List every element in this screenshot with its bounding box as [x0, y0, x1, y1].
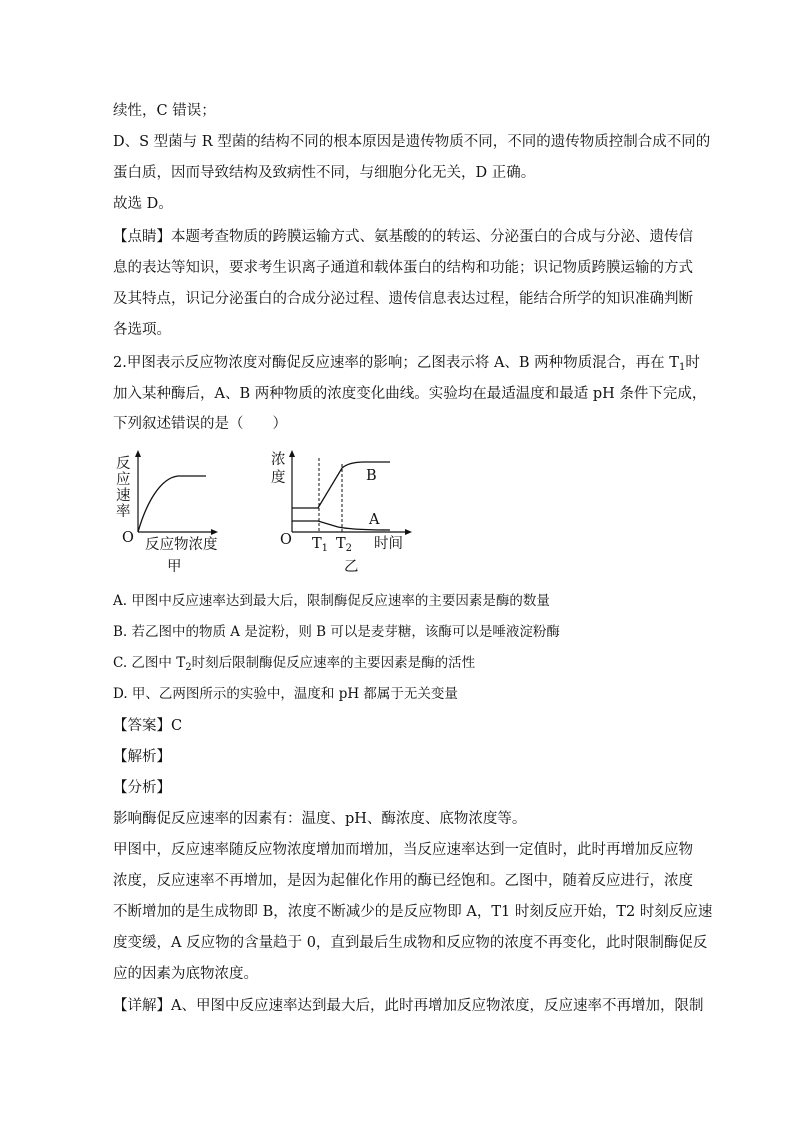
analysis-line: 不断增加的是生成物即 B，浓度不断减少的是反应物即 A，T1 时刻反应开始，T2 时刻反应速	[113, 904, 713, 920]
option-c: C. 乙图中 $T_2$时刻后限制酶促反应速率的主要因素是酶的活性	[113, 655, 476, 673]
x-axis-arrow	[405, 529, 412, 535]
x-axis-arrow	[211, 529, 218, 535]
commentary-line: 各选项。	[113, 322, 171, 338]
option-b: B. 若乙图中的物质 A 是淀粉，则 B 可以是麦芽糖，该酶可以是唾液淀粉酶	[113, 624, 560, 640]
rate-curve	[138, 476, 206, 532]
figure-jia	[110, 448, 220, 578]
origin-label: O	[280, 532, 292, 548]
option-a: A. 甲图中反应速率达到最大后，限制酶促反应速率的主要因素是酶的数量	[113, 593, 550, 609]
analysis-line: 应的因素为底物浓度。	[113, 966, 258, 982]
paragraph-line: 蛋白质，因而导致结构及致病性不同，与细胞分化无关，D 正确。	[113, 165, 536, 181]
y-label-char: 速	[116, 488, 131, 504]
y-label-char: 浓	[271, 452, 286, 468]
commentary-line: 及其特点，识记分泌蛋白的合成分泌过程、遗传信息表达过程，能结合所学的知识准确判断	[113, 291, 693, 307]
analysis-line: 影响酶促反应速率的因素有：温度、pH、酶浓度、底物浓度等。	[113, 811, 527, 827]
analysis-line: 度变缓，A 反应物的含量趋于 0，直到最后生成物和反应物的浓度不再变化，此时限制酶促反	[113, 935, 708, 951]
analysis-line: 浓度，反应速率不再增加，是因为起催化作用的酶已经饱和。乙图中，随着反应进行，浓度	[113, 873, 693, 889]
figure-yi-axes	[268, 448, 418, 578]
analysis-heading: 【解析】	[113, 749, 171, 765]
question-stem-line: 下列叙述错误的是（ ）	[113, 416, 287, 432]
y-label-char: 反	[116, 456, 131, 472]
x-label: 反应物浓度	[145, 537, 218, 553]
origin-label: O	[122, 530, 134, 546]
fenxi-heading: 【分析】	[113, 780, 171, 796]
paragraph-line: 故选 D。	[113, 196, 173, 212]
commentary-line: 【点睛】本题考查物质的跨膜运输方式、氨基酸的的转运、分泌蛋白的合成与分泌、遗传信	[113, 229, 693, 245]
y-label-char: 度	[271, 470, 286, 486]
t1-label: $T_1$	[312, 536, 329, 554]
figure-yi	[268, 448, 418, 578]
commentary-line: 息的表达等知识，要求考生识离子通道和载体蛋白的结构和功能；识记物质跨膜运输的方式	[113, 260, 693, 276]
t2-label: $T_2$	[336, 536, 353, 554]
answer-line: 【答案】C	[113, 718, 183, 734]
question-stem-line: 加入某种酶后，A、B 两种物质的浓度变化曲线。实验均在最适温度和最适 pH 条件下完成，	[113, 386, 707, 402]
detail-line: 【详解】A、甲图中反应速率达到最大后，此时再增加反应物浓度，反应速率不再增加，限制	[113, 998, 704, 1014]
analysis-line: 甲图中，反应速率随反应物浓度增加而增加，当反应速率达到一定值时，此时再增加反应物	[113, 842, 693, 858]
y-label-char: 率	[116, 504, 131, 520]
x-label: 时间	[374, 536, 403, 552]
y-axis-arrow	[135, 450, 141, 457]
paragraph-line: D、S 型菌与 R 型菌的结构不同的根本原因是遗传物质不同，不同的遗传物质控制合成不同的	[113, 134, 711, 150]
figure-caption: 甲	[167, 559, 182, 575]
figure-caption: 乙	[344, 559, 359, 575]
curve-b-label: B	[366, 468, 377, 484]
curve-a-label: A	[369, 512, 380, 528]
option-d: D. 甲、乙两图所示的实验中，温度和 pH 都属于无关变量	[113, 686, 458, 702]
question-stem-line: 2.甲图表示反应物浓度对酶促反应速率的影响；乙图表示将 A、B 两种物质混合，再在 $T_1$时	[113, 355, 700, 373]
y-axis-arrow	[289, 450, 295, 457]
y-label-char: 应	[116, 472, 131, 488]
paragraph-line: 续性，C 错误；	[113, 103, 216, 119]
